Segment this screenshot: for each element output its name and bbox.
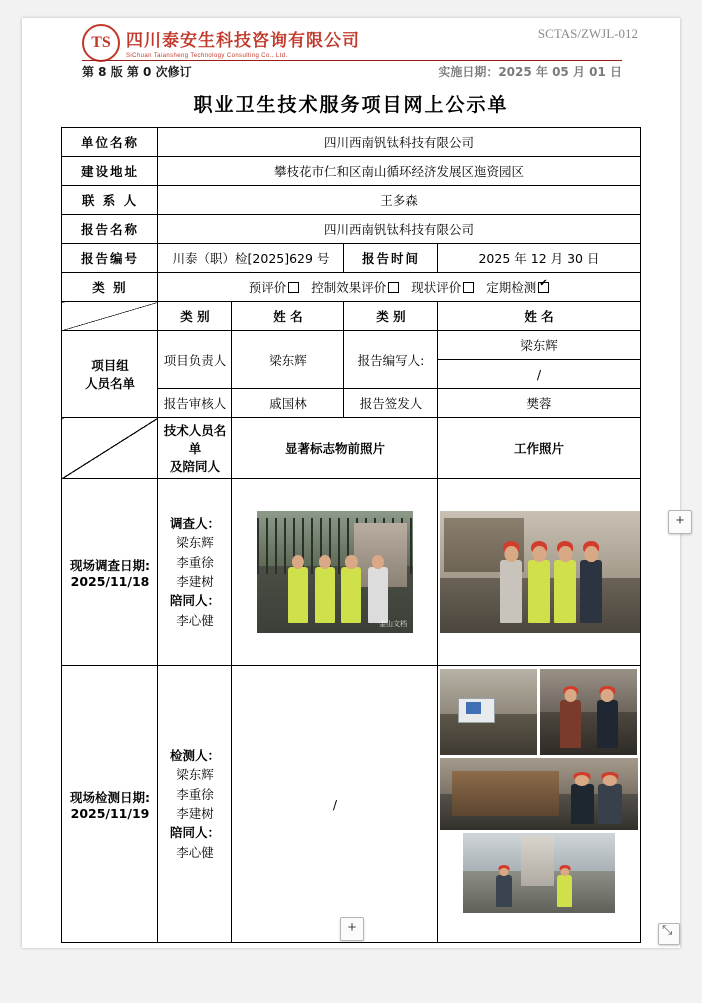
photo-background <box>540 669 637 712</box>
label-address: 建设地址 <box>62 157 158 186</box>
team-head-name-1: 姓 名 <box>232 302 344 331</box>
category-option-control[interactable]: 控制效果评价 <box>311 278 399 296</box>
detect-name-3: 李建树 <box>176 806 214 821</box>
photo-person-head <box>575 775 589 785</box>
photo-person-head <box>292 555 304 570</box>
photo-person <box>315 567 335 623</box>
team-writer-name-2: / <box>438 360 640 389</box>
table-row-address <box>62 157 640 186</box>
team-head-name-2: 姓 名 <box>438 302 640 331</box>
photo-person-head <box>499 868 508 876</box>
document-sheet <box>22 18 680 948</box>
photo-person <box>288 567 308 623</box>
photo-corner-cell <box>62 418 158 479</box>
team-corner-cell <box>62 302 158 331</box>
detect-date-value: 2025/11/19 <box>70 805 150 821</box>
label-contact: 联 系 人 <box>62 186 158 215</box>
detect-name-2: 李重徐 <box>176 786 214 802</box>
team-writer-label: 报告编写人: <box>344 331 438 389</box>
checkbox-status[interactable] <box>463 282 474 293</box>
value-report-no: 川泰（职）检[2025]629 号 <box>158 244 344 273</box>
category-option-pre[interactable]: 预评价 <box>249 278 300 296</box>
table-row-photo-header <box>62 418 640 479</box>
table-row-unit-name <box>62 128 640 157</box>
photo-col-sign: 显著标志物前照片 <box>232 418 438 479</box>
photo-instrument-screen <box>466 702 482 714</box>
team-leader-label: 项目负责人 <box>158 331 232 389</box>
company-logo <box>82 24 360 62</box>
detect-date-label: 现场检测日期: <box>69 789 150 805</box>
photo-person <box>500 560 522 623</box>
label-report-name: 报告名称 <box>62 215 158 244</box>
photo-person <box>341 567 361 623</box>
logo-mark-icon: TS <box>82 24 120 62</box>
detect-work-photo-cell <box>438 666 640 943</box>
table-row-survey <box>62 479 640 666</box>
label-report-no: 报告编号 <box>62 244 158 273</box>
survey-work-photo-cell <box>438 479 640 666</box>
detect-photo-row-top <box>440 669 637 755</box>
photo-col-staff-line1: 技术人员名单 <box>163 423 227 456</box>
detect-staff-cell <box>158 666 232 943</box>
detect-work-photo-1 <box>440 669 537 755</box>
survey-date-label: 现场调查日期: <box>69 557 150 573</box>
photo-pipe <box>452 771 558 816</box>
value-report-time: 2025 年 12 月 30 日 <box>438 244 640 273</box>
survey-date-value: 2025/11/18 <box>70 573 150 589</box>
survey-sign-photo <box>257 511 413 633</box>
photo-person <box>598 784 622 824</box>
table-row-contact <box>62 186 640 215</box>
photo-foreground <box>540 712 637 755</box>
main-table <box>61 127 640 943</box>
photo-person-head <box>603 775 617 785</box>
team-reviewer-label: 报告审核人 <box>158 389 232 418</box>
photo-person <box>597 700 618 748</box>
photo-person <box>571 784 595 824</box>
photo-person <box>368 567 388 623</box>
checkbox-periodic[interactable] <box>538 282 549 293</box>
detect-work-photo-4 <box>463 833 615 913</box>
photo-person-head <box>533 546 546 562</box>
photo-col-work: 工作照片 <box>438 418 640 479</box>
team-reviewer-name: 戚国林 <box>232 389 344 418</box>
document-header <box>22 18 680 79</box>
photo-person-head <box>372 555 384 570</box>
detect-role-2: 陪同人： <box>169 825 220 841</box>
detect-photo-row-bottom <box>440 833 637 913</box>
survey-staff-cell <box>158 479 232 666</box>
team-row-label-line1: 项目组 <box>91 358 129 373</box>
team-leader-name: 梁东辉 <box>232 331 344 389</box>
photo-person-head <box>319 555 331 570</box>
value-report-name: 四川西南钒钛科技有限公司 <box>158 215 640 244</box>
table-row-detect <box>62 666 640 943</box>
survey-name-4: 李心健 <box>176 612 214 628</box>
version-text: 第 8 版 第 0 次修订 <box>82 65 192 79</box>
team-writer-name-1: 梁东辉 <box>438 331 640 360</box>
table-row-report-name <box>62 215 640 244</box>
photo-col-staff-line2: 及陪同人 <box>169 459 220 474</box>
survey-work-photo <box>440 511 640 633</box>
detect-name-1: 梁东辉 <box>176 767 214 783</box>
photo-person <box>528 560 550 623</box>
team-head-category-1: 类 别 <box>158 302 232 331</box>
detect-work-photo-3 <box>440 758 637 830</box>
photo-person-head <box>345 555 357 570</box>
photo-person <box>496 875 511 907</box>
photo-tower <box>521 836 554 886</box>
table-row-team-1 <box>62 331 640 360</box>
table-row-team-header <box>62 302 640 331</box>
team-row-label <box>62 331 158 418</box>
document-code: SCTAS/ZWJL-012 <box>537 26 638 41</box>
value-unit-name: 四川西南钒钛科技有限公司 <box>158 128 640 157</box>
photo-person-head <box>585 546 598 562</box>
version-bar <box>82 60 622 80</box>
resize-handle[interactable] <box>658 923 680 945</box>
detect-sign-photo-cell: / <box>232 666 438 943</box>
value-category <box>158 273 640 302</box>
company-name-en: SiChuan Taiansheng Technology Consulting Co., Ltd. <box>126 52 288 59</box>
checkbox-pre[interactable] <box>288 282 299 293</box>
label-category: 类 别 <box>62 273 158 302</box>
detect-role-1: 检测人： <box>169 747 220 763</box>
detect-date-cell <box>62 666 158 943</box>
value-address: 攀枝花市仁和区南山循环经济发展区迤资园区 <box>158 157 640 186</box>
label-unit-name: 单位名称 <box>62 128 158 157</box>
survey-role-2: 陪同人： <box>169 593 220 609</box>
survey-sign-photo-cell <box>232 479 438 666</box>
company-name-cn: 四川泰安生科技咨询有限公司 <box>126 30 360 51</box>
photo-person <box>580 560 602 623</box>
label-report-time: 报告时间 <box>344 244 438 273</box>
photo-person-head <box>601 689 614 702</box>
table-row-report-no <box>62 244 640 273</box>
detect-name-4: 李心健 <box>176 844 214 860</box>
add-row-bottom-button[interactable]: + <box>340 917 364 941</box>
effective-date-text: 实施日期：2025 年 05 月 01 日 <box>438 65 622 79</box>
survey-date-cell <box>62 479 158 666</box>
photo-person-head <box>560 868 569 876</box>
photo-person-head <box>505 546 518 562</box>
detect-photo-row-mid <box>440 758 637 830</box>
team-issuer-name: 樊蓉 <box>438 389 640 418</box>
team-issuer-label: 报告签发人 <box>344 389 438 418</box>
table-row-category <box>62 273 640 302</box>
photo-watermark: 金山文档 <box>378 620 407 628</box>
value-contact: 王多森 <box>158 186 640 215</box>
survey-name-3: 李建树 <box>176 574 214 589</box>
photo-person <box>560 700 581 748</box>
survey-role-1: 调查人： <box>169 515 220 531</box>
team-head-category-2: 类 别 <box>344 302 438 331</box>
team-row-label-line2: 人员名单 <box>84 376 135 391</box>
photo-col-staff <box>158 418 232 479</box>
survey-name-1: 梁东辉 <box>176 535 214 551</box>
checkbox-control[interactable] <box>388 282 399 293</box>
add-row-right-button[interactable]: + <box>668 510 692 534</box>
survey-name-2: 李重徐 <box>176 554 214 570</box>
photo-person-head <box>564 689 577 702</box>
photo-person-head <box>559 546 572 562</box>
page-title: 职业卫生技术服务项目网上公示单 <box>193 94 509 116</box>
category-option-status[interactable]: 现状评价 <box>411 278 474 296</box>
photo-person <box>554 560 576 623</box>
category-option-periodic[interactable]: 定期检测✔ <box>486 278 549 296</box>
detect-work-photo-2 <box>540 669 637 755</box>
photo-person <box>557 875 572 907</box>
